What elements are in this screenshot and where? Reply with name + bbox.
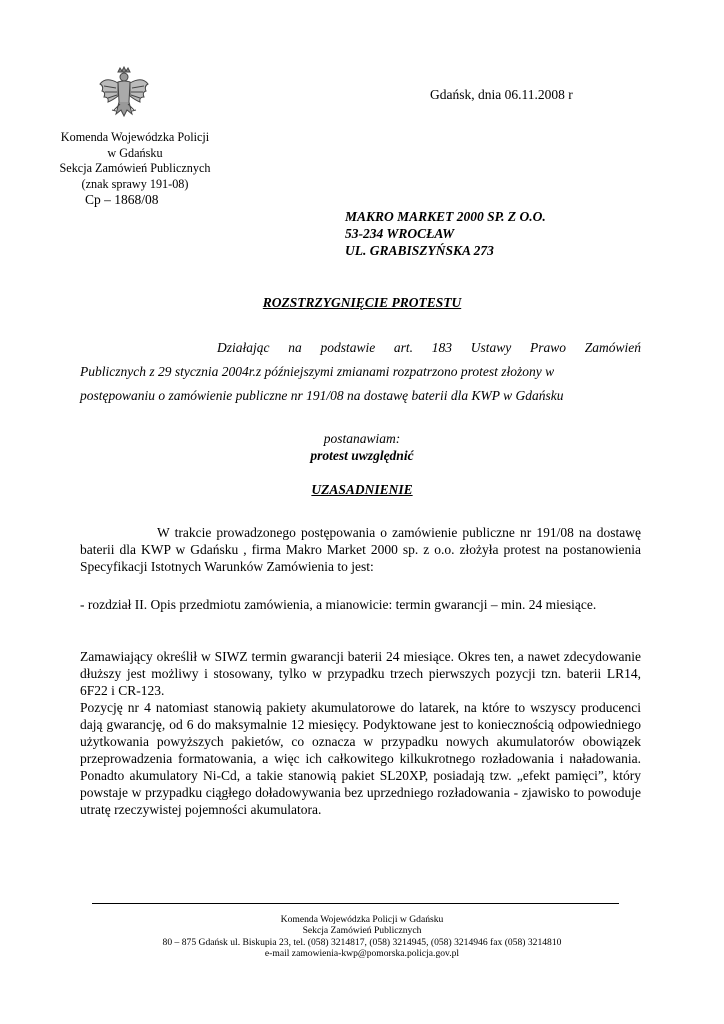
footer-divider	[92, 903, 619, 904]
sender-institution: Komenda Wojewódzka Policji	[60, 130, 210, 144]
recipient-address	[345, 208, 546, 259]
legal-word: na	[288, 340, 302, 355]
decision-label: postanawiam:	[323, 431, 401, 446]
sender-city: w Gdańsku	[107, 145, 163, 160]
case-number: Cp – 1868/08	[85, 192, 159, 207]
legal-word: 183	[431, 340, 453, 355]
sender-department: Sekcja Zamówień Publicznych	[59, 161, 211, 175]
justification-paragraph-3	[80, 648, 641, 818]
legal-basis-paragraph	[80, 336, 641, 408]
footer-institution: Komenda Wojewódzka Policji w Gdańsku	[280, 914, 444, 925]
sender-case-reference: (znak sprawy 191-08)	[81, 176, 189, 191]
polish-eagle-emblem-icon	[96, 66, 152, 126]
legal-word: Prawo	[529, 340, 566, 355]
justification-paragraph-1: W trakcie prowadzonego postępowania o zamówienie publiczne nr 191/08 na dostawę baterii dla KWP w Gdańsku , firma Makro Market 2000 sp. z o.o. złożyła protest na postanowienia Specyfikacji Istotnych Warunków Zamówienia to jest:	[80, 525, 641, 574]
footer-contact: 80 – 875 Gdańsk ul. Biskupia 23, tel. (058) 3214817, (058) 3214945, (058) 3214946 fax (058) 3214810	[162, 936, 562, 948]
legal-word: Zamówień	[584, 340, 641, 355]
legal-word: art.	[393, 340, 414, 355]
recipient-city: 53-234 WROCŁAW	[345, 226, 455, 241]
legal-basis-line-1	[80, 336, 641, 360]
footer-email: e-mail zamowienia-kwp@pomorska.policja.gov.pl	[264, 948, 460, 960]
justification-paragraph-3b: Pozycję nr 4 natomiast stanowią pakiety akumulatorowe do latarek, na które to wszyscy producenci dają gwarancję, od 6 do maksymalnie 12 miesięcy. Podyktowane jest to koniecznością odpowiedniego użytkowania powyższych pakietów, co oznacza w przypadku nowych akumulatorów obowiązek przeprowadzenia formatowania, a więc ich całkowitego kilkukrotnego rozładowania i naładowania. Ponadto akumulatory Ni-Cd, a takie stanowią pakiet SL20XP, posiadają tzw. „efekt pamięci”, który powstaje w przypadku ciągłego doładowywania bez uprzedniego rozładowania - zjawisko to powoduje utratę rzeczywistej pojemności akumulatora.	[80, 700, 641, 817]
document-title: ROZSTRZYGNIĘCIE PROTESTU	[262, 295, 462, 310]
legal-word: podstawie	[320, 340, 376, 355]
sender-block	[40, 130, 230, 192]
justification-paragraph-3a: Zamawiający określił w SIWZ termin gwarancji baterii 24 miesiące. Okres ten, a nawet zdecydowanie dłuższy jest możliwy i stosowany, tylko w przypadku trzech pierwszych pozycji tzn. baterii LR14, 6F22 i CR-123.	[80, 649, 641, 698]
date-line: Gdańsk, dnia 06.11.2008 r	[430, 87, 573, 102]
decision-value: protest uwzględnić	[310, 448, 414, 463]
legal-word: Działając	[217, 340, 270, 355]
recipient-street: UL. GRABISZYŃSKA 273	[345, 243, 494, 258]
footer	[0, 914, 724, 960]
justification-paragraph-2: - rozdział II. Opis przedmiotu zamówienia, a mianowicie: termin gwarancji – min. 24 miesiące.	[80, 597, 597, 612]
footer-department: Sekcja Zamówień Publicznych	[302, 925, 422, 937]
justification-heading: UZASADNIENIE	[311, 482, 413, 497]
legal-basis-line-2: Publicznych z 29 stycznia 2004r.z późniejszymi zmianami rozpatrzono protest złożony w	[80, 364, 555, 379]
recipient-name: MAKRO MARKET 2000 SP. Z O.O.	[345, 209, 546, 224]
decision-block	[0, 430, 724, 464]
legal-word: Ustawy	[470, 340, 512, 355]
legal-basis-line-3: postępowaniu o zamówienie publiczne nr 191/08 na dostawę baterii dla KWP w Gdańsku	[80, 388, 564, 403]
